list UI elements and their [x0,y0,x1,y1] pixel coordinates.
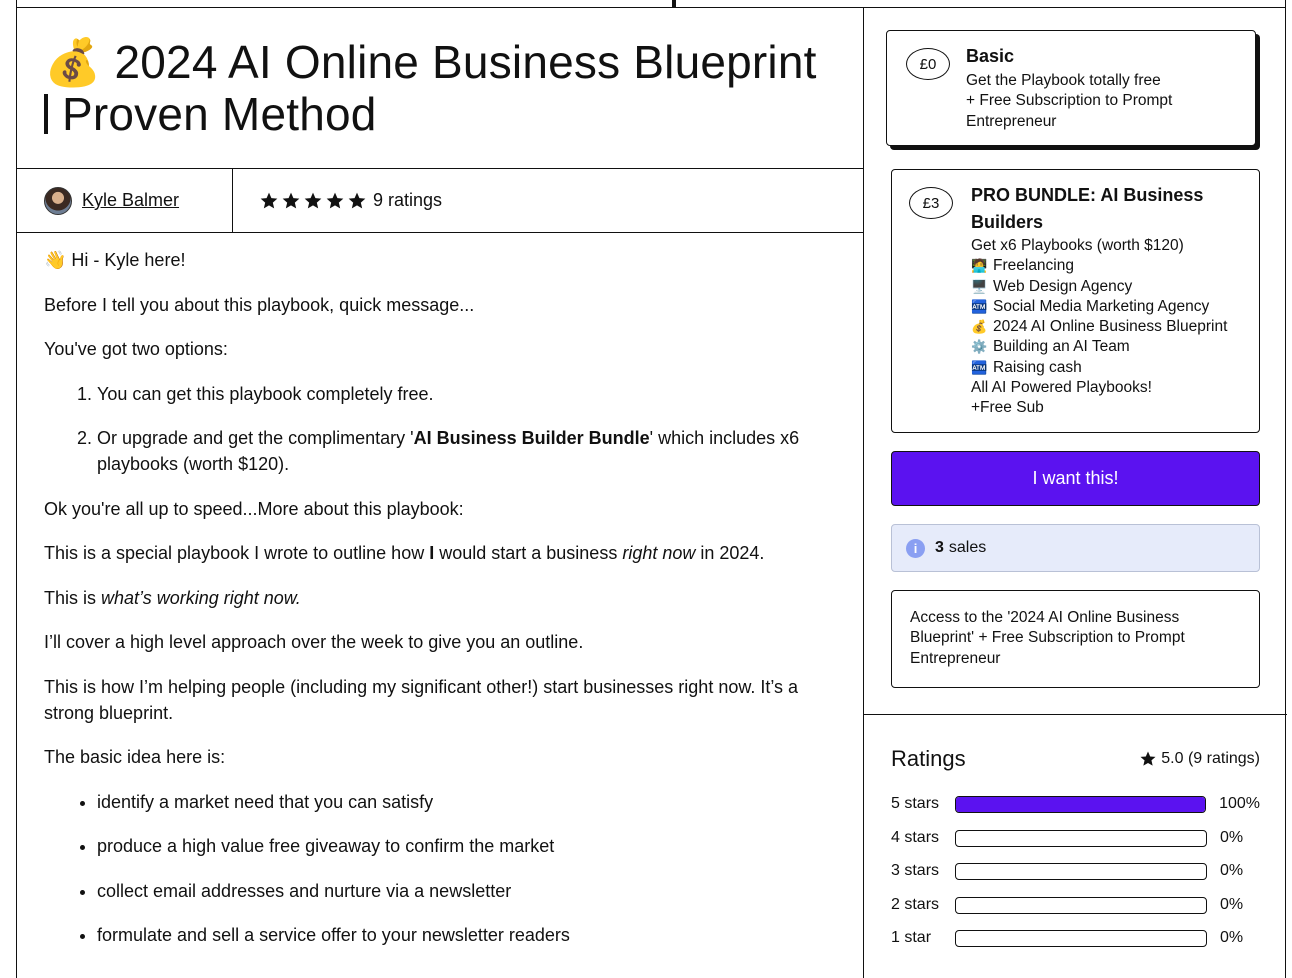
ratings-average [1139,750,1260,768]
list-item: 1. You can get this playbook completely free. [97,381,839,407]
greeting: 👋 Hi - Kyle here! [44,250,186,270]
list-item: • identify a market need that you can satisfy [97,789,839,815]
top-divider-notch [672,0,676,7]
info-icon: i [906,539,925,558]
ratings-count: (9 ratings) [1187,750,1260,767]
creator-link[interactable]: Kyle Balmer [82,190,180,210]
rating-bar [955,863,1207,880]
money-bag-icon: 💰 [971,319,988,335]
rating-percent: 0% [1220,929,1244,946]
bundle-item-label: Social Media Marketing Agency [993,297,1210,315]
title-separator-bar [44,94,48,134]
bundle-outro: +Free Sub [971,399,1044,417]
basic-idea-list [44,789,839,949]
offer-description [971,236,1256,419]
option2-post: ' which includes x6 playbooks (worth $120). [97,428,800,474]
rating-summary-inline [233,169,442,232]
rating-label: 3 stars [891,862,940,879]
gear-icon: ⚙️ [971,339,988,355]
bundle-outro: All AI Powered Playbooks! [971,379,1152,397]
creator[interactable] [17,169,233,232]
bundle-item-label: Raising cash [993,358,1082,376]
desc-paragraph [44,540,839,566]
sales-count-banner [891,524,1260,572]
rating-row [891,829,1260,847]
meta-row [17,169,863,233]
title-line-2: Proven Method [62,88,377,140]
rating-label: 2 stars [891,896,940,913]
list-item: • produce a high value free giveaway to confirm the market [97,833,839,859]
rating-bar [955,796,1206,813]
bundle-item [971,297,1256,317]
bundle-item [971,256,1256,276]
product-description [17,233,863,948]
bundle-item [971,337,1256,357]
text-italic: what’s working right now. [101,587,301,608]
rating-label: 5 stars [891,795,940,812]
atm-icon: 🏧 [971,359,988,375]
list-item: • formulate and sell a service offer to your newsletter readers [97,922,839,948]
rating-percent: 0% [1220,862,1244,879]
rating-percent: 100% [1219,795,1260,812]
bundle-item-label: Web Design Agency [993,277,1133,295]
rating-row [891,929,1260,947]
price-tag: £3 [909,187,953,219]
rating-bar [955,830,1207,847]
bundle-item-label: Building an AI Team [993,338,1130,356]
offer-option-pro-bundle[interactable] [891,169,1260,433]
rating-row [891,795,1260,813]
bundle-item [971,277,1256,297]
desc-paragraph: You've got two options: [44,339,228,359]
money-bag-icon: 💰 [44,36,102,88]
ratings-header [891,746,1260,772]
bundle-item [971,317,1256,337]
desktop-computer-icon: 🖥️ [971,278,988,294]
avatar[interactable] [44,187,72,215]
options-list [44,381,839,478]
sales-count: 3 [935,539,944,556]
text-span: in 2024. [695,543,765,563]
desc-paragraph: This is how I’m helping people (including my significant other!) start businesses right now. It’s a strong blueprint. [44,676,799,723]
rating-bar [955,930,1207,947]
purchase-sidebar [864,8,1287,978]
rating-bar [955,897,1207,914]
bundle-intro: Get x6 Playbooks (worth $120) [971,237,1184,254]
ratings-count: 9 ratings [373,190,443,210]
list-item [97,425,839,477]
star-rating [259,191,369,211]
divider [864,714,1287,715]
rating-bar-fill [956,797,1205,812]
star-icon [259,191,279,211]
desc-paragraph [44,585,839,611]
star-icon [303,191,323,211]
star-icon [281,191,301,211]
offer-description: Get the Playbook totally free + Free Subscription to Prompt Entrepreneur [966,72,1173,130]
product-page [16,0,1286,978]
rating-row [891,862,1260,880]
text-span: This is [44,587,102,608]
rating-label: 4 stars [891,829,940,846]
option2-pre: Or upgrade and get the complimentary ' [97,428,414,448]
access-summary: Access to the '2024 AI Online Business Blueprint' + Free Subscription to Prompt Entrepreneur [891,590,1260,688]
title-line-1: 2024 AI Online Business Blueprint [114,36,817,88]
desc-paragraph: Ok you're all up to speed...More about this playbook: [44,498,464,519]
text-italic: right now [622,543,696,563]
atm-icon: 🏧 [971,298,988,314]
desc-paragraph: I’ll cover a high level approach over the week to give you an outline. [44,632,584,652]
bundle-item-label: 2024 AI Online Business Blueprint [993,318,1228,336]
technologist-icon: 🧑‍💻 [971,258,988,274]
desc-paragraph: Before I tell you about this playbook, quick message... [44,294,475,315]
ratings-title: Ratings [891,746,966,771]
price-tag: £0 [906,48,950,80]
bundle-item [971,358,1256,378]
list-item: • collect email addresses and nurture via a newsletter [97,878,839,904]
offer-title: Basic [966,46,1015,66]
title-block [17,8,863,169]
rating-label: 1 star [891,929,932,946]
average-value: 5.0 [1161,750,1184,767]
offer-option-basic[interactable] [886,30,1256,146]
star-icon [347,191,367,211]
rating-percent: 0% [1220,829,1244,846]
product-main-column [17,8,864,978]
sales-label: sales [948,539,987,556]
rating-percent: 0% [1220,896,1244,913]
desc-paragraph: The basic idea here is: [44,747,226,767]
rating-row [891,896,1260,914]
star-icon [1139,750,1157,768]
star-icon [325,191,345,211]
text-bold: I [429,543,435,563]
page-title [44,36,839,140]
text-span: would start a business [434,543,623,563]
option2-bold: AI Business Builder Bundle [413,428,650,448]
offer-title: PRO BUNDLE: AI Business Builders [971,185,1204,232]
buy-button[interactable]: I want this! [891,451,1260,506]
bundle-item-label: Freelancing [993,257,1074,275]
text-span: This is a special playbook I wrote to outline how [44,543,430,563]
